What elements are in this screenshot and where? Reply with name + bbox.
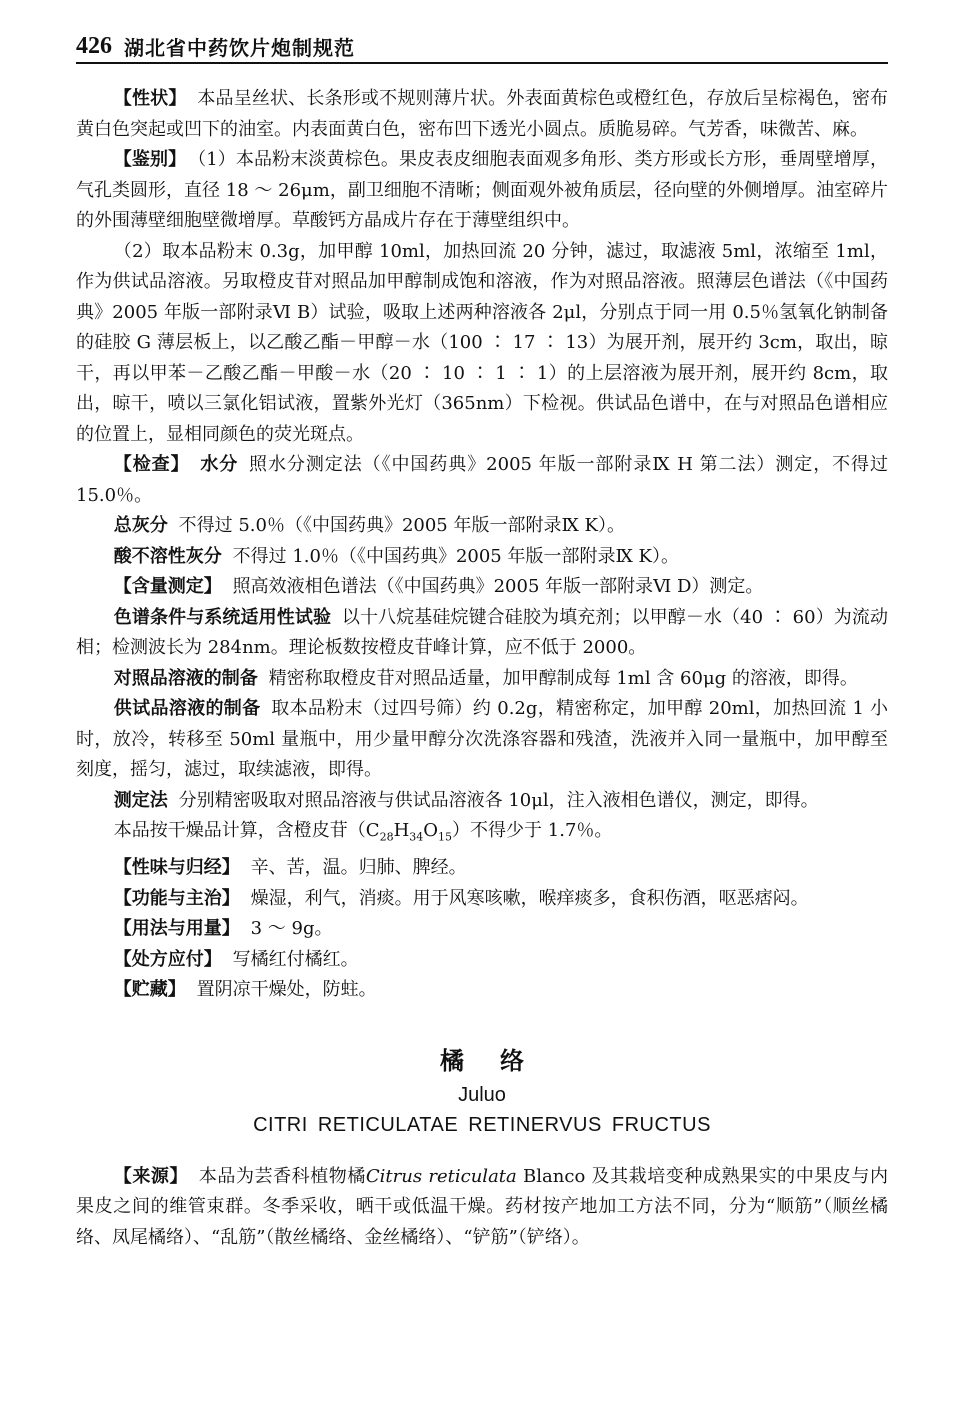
section-text: 置阴凉干燥处，防蛀。 — [196, 979, 377, 1001]
page-header — [76, 26, 888, 64]
section-jiancha — [76, 450, 888, 511]
section-jianbie — [76, 145, 888, 237]
result-text: 本品按干燥品计算，含橙皮苷（C — [113, 820, 380, 841]
herb-title-block — [76, 1042, 888, 1140]
result-text: ）不得少于 1.7％。 — [452, 820, 613, 841]
section-text: 写橘红付橘红。 — [232, 948, 359, 970]
formula-sub: 28 — [379, 830, 394, 844]
subsection-acid-ash — [76, 542, 888, 573]
subsection-label: 测定法 — [113, 789, 168, 811]
subsection-ash — [76, 511, 888, 542]
section-hanliang — [76, 572, 888, 603]
content-result — [76, 816, 888, 853]
subsection-chrom — [76, 603, 888, 664]
herb-name-latin: CITRI RETICULATAE RETINERVUS FRUCTUS — [253, 1113, 711, 1136]
herb-name-pinyin: Juluo — [458, 1083, 506, 1106]
book-title: 湖北省中药饮片炮制规范 — [124, 36, 355, 60]
section-label: 【贮藏】 — [113, 979, 186, 1001]
section-text: 照水分测定法（《中国药典》2005 年版一部附录Ⅸ H 第二法）测定，不得过 15.0％。 — [76, 454, 888, 506]
subsection-label: 色谱条件与系统适用性试验 — [113, 606, 332, 628]
section-text: Blanco 及其栽培变种成熟果实的中果皮与内果皮之间的维管束群。冬季采收，晒干或低温干燥。药材按产地加工方法不同，分为“顺筋”（顺丝橘络、凤尾橘络）、“乱筋”（散丝橘络、金丝橘络）、“铲筋”（铲络）。 — [76, 1165, 888, 1248]
section-text: 不得过 1.0％（《中国药典》2005 年版一部附录Ⅸ K）。 — [232, 545, 680, 567]
section-text: 分别精密吸取对照品溶液与供试品溶液各 10μl，注入液相色谱仪，测定，即得。 — [178, 789, 819, 811]
section-xingwei — [76, 853, 888, 884]
formula-element: H — [393, 820, 410, 841]
section-zhucang — [76, 975, 888, 1006]
section-text: （2）取本品粉末 0.3g，加甲醇 10ml，加热回流 20 分钟，滤过，取滤液 5ml，浓缩至 1ml，作为供试品溶液。另取橙皮苷对照品加甲醇制成饱和溶液，作为对照品溶液。照薄层色谱法（《中国药典》2005 年版一部附录Ⅵ B）试验，吸取上述两种溶液各 2μl，分别点于同一用 0.5％氢氧化钠制备的硅胶 G 薄层板上，以乙酸乙酯－甲醇－水（100 ∶ 17 ∶ 13）为展开剂，展开约 3cm，取出，晾干，再以甲苯－乙酸乙酯－甲酸－水（20 ∶ 10 ∶ 1 ∶ 1）的上层溶液为展开剂，展开约 8cm，取出，晾干，喷以三氯化铝试液，置紫外光灯（365nm）下检视。供试品色谱中，在与对照品色谱相应的位置上，显相同颜色的荧光斑点。 — [76, 240, 888, 445]
subsection-method — [76, 786, 888, 817]
section-text: 辛、苦，温。归肺、脾经。 — [250, 857, 467, 879]
section-label: 【来源】 — [113, 1165, 189, 1187]
section-label: 【性味与归经】 — [113, 857, 240, 879]
section-gongneng — [76, 884, 888, 915]
section-jianbie-2 — [76, 237, 888, 451]
formula-element: O — [423, 820, 439, 841]
species-name: Citrus reticulata — [365, 1165, 517, 1187]
section-yongfa — [76, 914, 888, 945]
subsection-label: 水分 — [200, 454, 239, 475]
section-text: 照高效液相色谱法（《中国药典》2005 年版一部附录Ⅵ D）测定。 — [232, 576, 764, 597]
section-label: 【鉴别】 — [113, 149, 187, 170]
section-text: （1）本品粉末淡黄棕色。果皮表皮细胞表面观多角形、类方形或长方形，垂周壁增厚，气孔类圆形，直径 18 ～ 26μm，副卫细胞不清晰；侧面观外被角质层，径向壁的外侧增厚。油室碎片的外围薄壁细胞壁微增厚。草酸钙方晶成片存在于薄壁组织中。 — [76, 149, 889, 231]
subsection-ref — [76, 664, 888, 695]
subsection-label: 供试品溶液的制备 — [113, 698, 261, 719]
section-text: 本品呈丝状、长条形或不规则薄片状。外表面黄棕色或橙红色，存放后呈棕褐色，密布黄白色突起或凹下的油室。内表面黄白色，密布凹下透光小圆点。质脆易碎。气芳香，味微苦、麻。 — [76, 88, 889, 140]
page-content — [76, 84, 888, 1253]
section-label: 【性状】 — [113, 88, 187, 109]
section-label: 【含量测定】 — [113, 576, 222, 597]
section-label: 【用法与用量】 — [113, 918, 240, 940]
section-text: 本品为芸香科植物橘 — [198, 1165, 366, 1187]
herb-name-chinese: 橘络 — [440, 1046, 560, 1075]
section-text: 燥湿，利气，消痰。用于风寒咳嗽，喉痒痰多，食积伤酒，呕恶痞闷。 — [250, 887, 809, 909]
section-laiyuan — [76, 1162, 888, 1254]
section-text: 精密称取橙皮苷对照品适量，加甲醇制成每 1ml 含 60μg 的溶液，即得。 — [268, 667, 858, 689]
section-chufang — [76, 945, 888, 976]
page-number: 426 — [76, 33, 112, 59]
section-text: 3 ～ 9g。 — [250, 918, 333, 940]
section-xingzhuang — [76, 84, 888, 145]
section-label: 【处方应付】 — [113, 948, 222, 970]
subsection-label: 总灰分 — [113, 515, 168, 536]
section-label: 【检查】 — [113, 454, 190, 475]
subsection-label: 酸不溶性灰分 — [113, 545, 222, 567]
formula-sub: 34 — [409, 830, 424, 844]
section-text: 取本品粉末（过四号筛）约 0.2g，精密称定，加甲醇 20ml，加热回流 1 小时，放冷，转移至 50ml 量瓶中，用少量甲醇分次洗涤容器和残渣，洗液并入同一量瓶中，加甲醇至刻度，摇匀，滤过，取续滤液，即得。 — [76, 698, 888, 780]
section-label: 【功能与主治】 — [113, 887, 240, 909]
subsection-label: 对照品溶液的制备 — [113, 667, 258, 689]
section-text: 以十八烷基硅烷键合硅胶为填充剂；以甲醇－水（40 ∶ 60）为流动相；检测波长为 284nm。理论板数按橙皮苷峰计算，应不低于 2000。 — [76, 606, 889, 658]
section-text: 不得过 5.0％（《中国药典》2005 年版一部附录Ⅸ K）。 — [178, 515, 626, 536]
formula-sub: 15 — [438, 830, 453, 844]
subsection-test — [76, 694, 888, 786]
